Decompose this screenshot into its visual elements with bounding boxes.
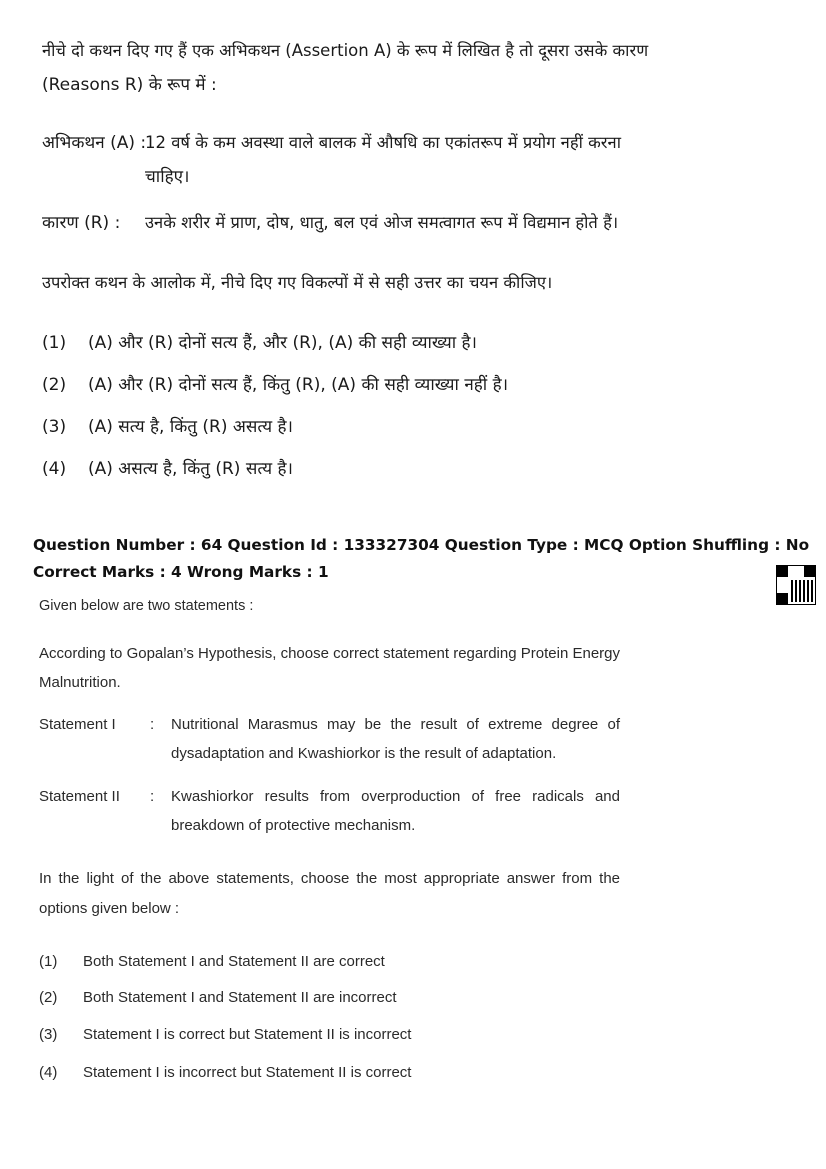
option-num: (4) — [39, 1064, 58, 1081]
reason-label: कारण (R) : — [42, 213, 121, 233]
statement1-label: Statement I — [39, 716, 116, 733]
statement1-line2: dysadaptation and Kwashiorkor is the result of adaptation. — [171, 745, 557, 762]
assertion-label: अभिकथन (A) : — [42, 133, 147, 153]
option-num: (1) — [39, 953, 58, 970]
prev-instruction: उपरोक्त कथन के आलोक में, नीचे दिए गए विकल्पों में से सही उत्तर का चयन कीजिए। — [42, 273, 553, 292]
prev-intro-line2: (Reasons R) के रूप में : — [42, 75, 217, 95]
statement1-line1: Nutritional Marasmus may be the result of extreme degree of — [171, 716, 620, 733]
prev-option-num: (1) — [42, 333, 67, 353]
statement2-line2: breakdown of protective mechanism. — [171, 817, 416, 834]
instruction-line2: options given below : — [39, 900, 180, 917]
question-intro: Given below are two statements : — [39, 598, 254, 614]
reason-text: उनके शरीर में प्राण, दोष, धातु, बल एवं ओज समत्वागत रूप में विद्यमान होते हैं। — [145, 213, 619, 232]
prev-option-text: (A) और (R) दोनों सत्य हैं, किंतु (R), (A) की सही व्याख्या नहीं है। — [88, 375, 509, 395]
statement1-colon: : — [150, 716, 155, 733]
prev-option-text: (A) असत्य है, किंतु (R) सत्य है। — [88, 459, 293, 479]
qr-code — [776, 565, 816, 605]
prev-option-num: (3) — [42, 417, 67, 437]
prev-option-text: (A) सत्य है, किंतु (R) असत्य है। — [88, 417, 293, 437]
question-meta-line2: Correct Marks : 4 Wrong Marks : 1 — [33, 563, 329, 581]
assertion-line2: चाहिए। — [145, 167, 190, 187]
option-text: Both Statement I and Statement II are incorrect — [83, 989, 397, 1006]
option-num: (2) — [39, 989, 58, 1006]
statement2-label: Statement II — [39, 788, 120, 805]
statement2-colon: : — [150, 788, 155, 805]
instruction-line1: In the light of the above statements, choose the most appropriate answer from the — [39, 870, 620, 887]
context-line2: Malnutrition. — [39, 674, 121, 691]
prev-intro-line1: नीचे दो कथन दिए गए हैं एक अभिकथन (Assertion A) के रूप में लिखित है तो दूसरा उसके कारण — [42, 41, 649, 60]
question-meta-line1: Question Number : 64 Question Id : 133327304 Question Type : MCQ Option Shuffling : No — [33, 536, 810, 554]
assertion-line1: 12 वर्ष के कम अवस्था वाले बालक में औषधि का एकांतरूप में प्रयोग नहीं करना — [145, 133, 621, 152]
statement2-line1: Kwashiorkor results from overproduction of free radicals and — [171, 788, 620, 805]
prev-option-text: (A) और (R) दोनों सत्य हैं, और (R), (A) की सही व्याख्या है। — [88, 333, 477, 353]
context-line1: According to Gopalan’s Hypothesis, choose correct statement regarding Protein Energy — [39, 645, 620, 662]
prev-option-num: (4) — [42, 459, 67, 479]
option-text: Statement I is correct but Statement II is incorrect — [83, 1026, 412, 1043]
option-num: (3) — [39, 1026, 58, 1043]
prev-option-num: (2) — [42, 375, 67, 395]
option-text: Both Statement I and Statement II are correct — [83, 953, 385, 970]
option-text: Statement I is incorrect but Statement II is correct — [83, 1064, 412, 1081]
